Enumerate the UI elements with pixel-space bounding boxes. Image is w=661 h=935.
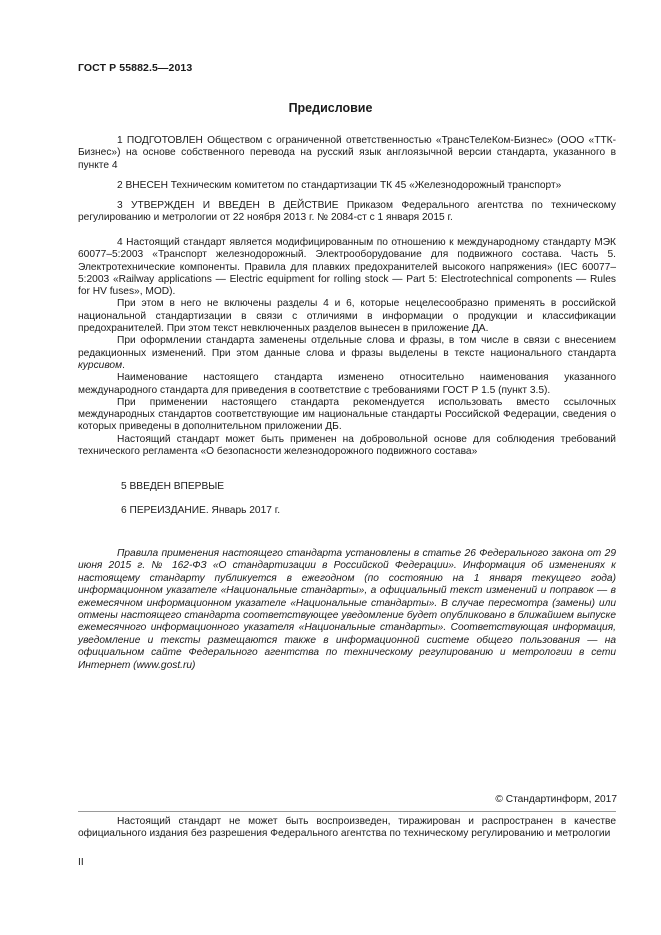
section-4: 4 Настоящий стандарт является модифицированным по отношению к международному стандарту МЭК 60077–5:2003 «Транспорт железнодорожный. Электрооборудование для подвижного состава. Часть 5. Электротехнические компоненты. Правила для плавких предохранителей высокого напряжения» (IEC 60077–5:2003 «Railway applications — Electric equipment for rolling stock — Part 5: Electrotechnical components — Rules for HV fuses», MOD). [78, 237, 616, 298]
section-4-paragraph-3-end: . [122, 359, 125, 371]
section-4-paragraph-4: Наименование настоящего стандарта изменено относительно наименования указанного международного стандарта для приведения в соответствие с требованиями ГОСТ Р 1.5 (пункт 3.5). [78, 372, 616, 396]
reproduction-text: Настоящий стандарт не может быть воспроизведен, тиражирован и распространен в качестве официального издания без разрешения Федерального агентства по техническому регулированию и метрологии [78, 816, 616, 840]
section-4-paragraph-3 [78, 335, 616, 372]
preface-items-1-3 [78, 135, 616, 225]
divider [78, 811, 616, 812]
section-5: 5 ВВЕДЕН ВПЕРВЫЕ [121, 481, 225, 492]
notice-text: Правила применения настоящего стандарта установлены в статье 26 Федерального закона от 29 июня 2015 г. № 162-ФЗ «О стандартизации в Российской Федерации». Информация об изменениях к настоящему стандарту публикуется в ежегодном (по состоянию на 1 января текущего года) информационном указателе «Национальные стандарты», а официальный текст изменений и поправок — в ежемесячном информационном указателе «Национальные стандарты». В случае пересмотра (замены) или отмены настоящего стандарта соответствующее уведомление будет опубликовано в ближайшем выпуске ежемесячного информационного указателя «Национальные стандарты». Соответствующая информация, уведомление и тексты размещаются также в информационной системе общего пользования — на официальном сайте Федерального агентства по техническому регулированию и метрологии в сети Интернет (www.gost.ru) [78, 548, 616, 671]
preface-item-4 [78, 237, 616, 458]
standard-code: ГОСТ Р 55882.5—2013 [78, 62, 193, 74]
section-4-paragraph-3-text: При оформлении стандарта заменены отдельные слова и фразы, в том числе в связи с внесением редакционных изменений. При этом данные слова и фразы выделены в тексте национального стандарта [78, 335, 616, 359]
section-2: 2 ВНЕСЕН Техническим комитетом по стандартизации ТК 45 «Железнодорожный транспорт» [117, 179, 562, 191]
reproduction-notice [78, 816, 616, 840]
page-title: Предисловие [288, 101, 373, 115]
preface-items-5-6 [78, 481, 616, 518]
copyright: © Стандартинформ, 2017 [495, 794, 617, 805]
section-4-paragraph-3-italic: курсивом [78, 359, 123, 371]
section-3: 3 УТВЕРЖДЕН И ВВЕДЕН В ДЕЙСТВИЕ Приказом Федерального агентства по техническому регулированию и метрологии от 22 ноября 2013 г. № 2084-ст с 1 января 2015 г. [78, 200, 616, 224]
section-1: 1 ПОДГОТОВЛЕН Обществом с ограниченной ответственностью «ТрансТелеКом-Бизнес» (ООО «ТТК-Бизнес») на основе собственного перевода на русский язык англоязычной версии стандарта, указанного в пункте 4 [78, 135, 616, 171]
section-4-paragraph-6: Настоящий стандарт может быть применен на добровольной основе для соблюдения требований технического регламента «О безопасности железнодорожного подвижного состава» [78, 433, 616, 458]
page-number: II [78, 857, 84, 868]
section-6: 6 ПЕРЕИЗДАНИЕ. Январь 2017 г. [121, 505, 281, 517]
standard-application-notice [78, 548, 616, 672]
section-4-paragraph-2: При этом в него не включены разделы 4 и 6, которые нецелесообразно применять в российской национальной стандартизации в связи с отличиями в информации о продукции и классификации предохранителей. При этом текст невключенных разделов вынесен в приложение ДА. [78, 298, 616, 335]
section-4-paragraph-5: При применении настоящего стандарта рекомендуется использовать вместо ссылочных международных стандартов соответствующие им национальные стандарты Российской Федерации, сведения о которых приведены в дополнительном приложении ДБ. [78, 396, 616, 433]
